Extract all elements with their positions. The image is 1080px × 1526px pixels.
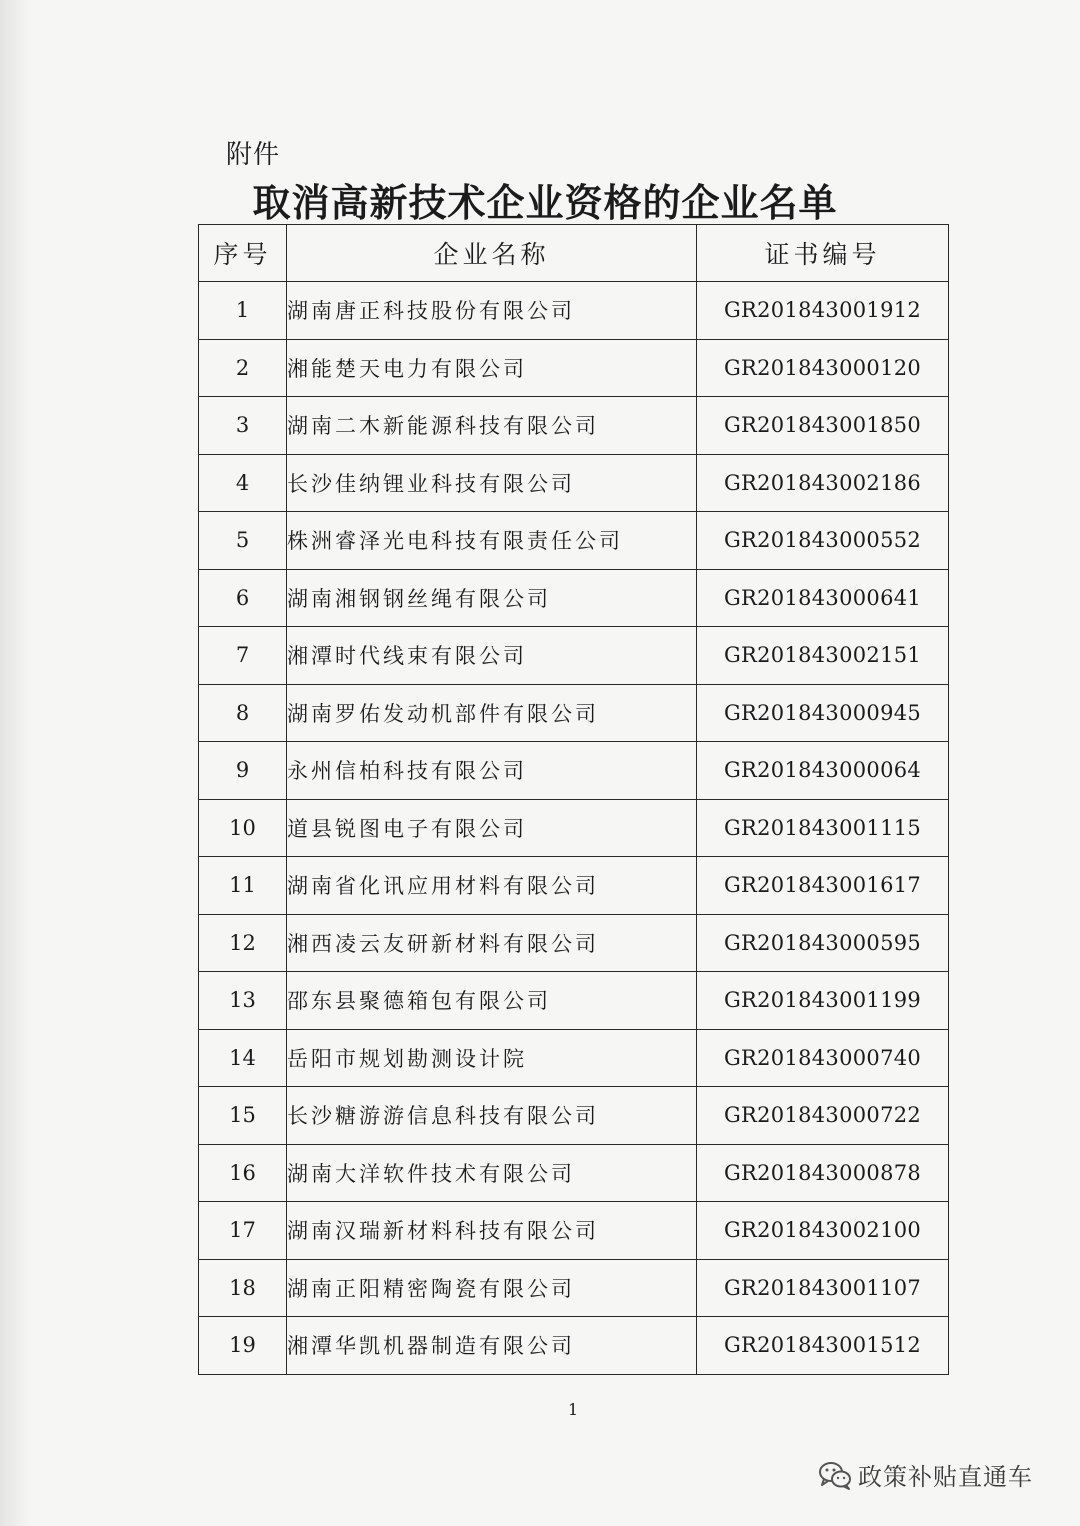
table-row (199, 857, 949, 915)
table-row (199, 339, 949, 397)
certificate-number-cell: GR201843002186 (697, 454, 949, 512)
table-row (199, 397, 949, 455)
company-name-cell: 湖南湘钢钢丝绳有限公司 (287, 569, 697, 627)
certificate-number-cell: GR201843000945 (697, 684, 949, 742)
company-name-cell: 道县锐图电子有限公司 (287, 799, 697, 857)
table-row (199, 1202, 949, 1260)
page-edge-shadow (0, 0, 30, 1526)
certificate-number-cell: GR201843000064 (697, 742, 949, 800)
serial-number-cell: 1 (199, 282, 287, 340)
certificate-number-cell: GR201843001199 (697, 972, 949, 1030)
header-certificate-number: 证书编号 (697, 225, 949, 282)
certificate-number-cell: GR201843000722 (697, 1087, 949, 1145)
serial-number-cell: 14 (199, 1029, 287, 1087)
table-row (199, 1029, 949, 1087)
company-name-cell: 邵东县聚德箱包有限公司 (287, 972, 697, 1030)
wechat-icon (818, 1460, 852, 1490)
table-header (199, 225, 949, 282)
serial-number-cell: 18 (199, 1259, 287, 1317)
watermark-text: 政策补贴直通车 (858, 1463, 1033, 1491)
table-row (199, 972, 949, 1030)
certificate-number-cell: GR201843000552 (697, 512, 949, 570)
serial-number-cell: 12 (199, 914, 287, 972)
table-body (199, 282, 949, 1375)
table-row (199, 454, 949, 512)
certificate-number-cell: GR201843001115 (697, 799, 949, 857)
company-name-cell: 湖南正阳精密陶瓷有限公司 (287, 1259, 697, 1317)
table-row (199, 684, 949, 742)
serial-number-cell: 16 (199, 1144, 287, 1202)
company-name-cell: 永州信柏科技有限公司 (287, 742, 697, 800)
header-serial-number: 序号 (199, 225, 287, 282)
certificate-number-cell: GR201843000595 (697, 914, 949, 972)
header-row (199, 225, 949, 282)
serial-number-cell: 11 (199, 857, 287, 915)
header-company-name: 企业名称 (287, 225, 697, 282)
company-name-cell: 湖南大洋软件技术有限公司 (287, 1144, 697, 1202)
certificate-number-cell: GR201843000120 (697, 339, 949, 397)
attachment-label: 附件 (226, 140, 281, 170)
table-row (199, 627, 949, 685)
serial-number-cell: 8 (199, 684, 287, 742)
certificate-number-cell: GR201843000641 (697, 569, 949, 627)
table-row (199, 799, 949, 857)
company-name-cell: 湘潭华凯机器制造有限公司 (287, 1317, 697, 1375)
company-name-cell: 湖南唐正科技股份有限公司 (287, 282, 697, 340)
serial-number-cell: 2 (199, 339, 287, 397)
serial-number-cell: 19 (199, 1317, 287, 1375)
certificate-number-cell: GR201843001107 (697, 1259, 949, 1317)
table-row (199, 742, 949, 800)
table-row (199, 1087, 949, 1145)
table-row (199, 1317, 949, 1375)
watermark (818, 1457, 1033, 1492)
company-name-cell: 长沙糖游游信息科技有限公司 (287, 1087, 697, 1145)
serial-number-cell: 17 (199, 1202, 287, 1260)
serial-number-cell: 6 (199, 569, 287, 627)
serial-number-cell: 3 (199, 397, 287, 455)
company-name-cell: 长沙佳纳锂业科技有限公司 (287, 454, 697, 512)
company-name-cell: 湖南省化讯应用材料有限公司 (287, 857, 697, 915)
certificate-number-cell: GR201843001912 (697, 282, 949, 340)
serial-number-cell: 4 (199, 454, 287, 512)
table-row (199, 914, 949, 972)
company-name-cell: 湖南罗佑发动机部件有限公司 (287, 684, 697, 742)
serial-number-cell: 9 (199, 742, 287, 800)
serial-number-cell: 15 (199, 1087, 287, 1145)
company-name-cell: 湘潭时代线束有限公司 (287, 627, 697, 685)
company-name-cell: 株洲睿泽光电科技有限责任公司 (287, 512, 697, 570)
table-row (199, 1259, 949, 1317)
certificate-number-cell: GR201843002151 (697, 627, 949, 685)
certificate-number-cell: GR201843001617 (697, 857, 949, 915)
serial-number-cell: 7 (199, 627, 287, 685)
page-number: 1 (568, 1400, 579, 1419)
serial-number-cell: 10 (199, 799, 287, 857)
company-name-cell: 湖南汉瑞新材料科技有限公司 (287, 1202, 697, 1260)
document-title: 取消高新技术企业资格的企业名单 (252, 180, 838, 225)
certificate-number-cell: GR201843001512 (697, 1317, 949, 1375)
serial-number-cell: 5 (199, 512, 287, 570)
company-name-cell: 湖南二木新能源科技有限公司 (287, 397, 697, 455)
table-row (199, 512, 949, 570)
serial-number-cell: 13 (199, 972, 287, 1030)
table-row (199, 282, 949, 340)
company-name-cell: 湘能楚天电力有限公司 (287, 339, 697, 397)
table-row (199, 1144, 949, 1202)
table-row (199, 569, 949, 627)
certificate-number-cell: GR201843001850 (697, 397, 949, 455)
certificate-number-cell: GR201843000878 (697, 1144, 949, 1202)
certificate-number-cell: GR201843000740 (697, 1029, 949, 1087)
company-name-cell: 湘西凌云友研新材料有限公司 (287, 914, 697, 972)
company-list-table (198, 224, 949, 1375)
company-name-cell: 岳阳市规划勘测设计院 (287, 1029, 697, 1087)
certificate-number-cell: GR201843002100 (697, 1202, 949, 1260)
